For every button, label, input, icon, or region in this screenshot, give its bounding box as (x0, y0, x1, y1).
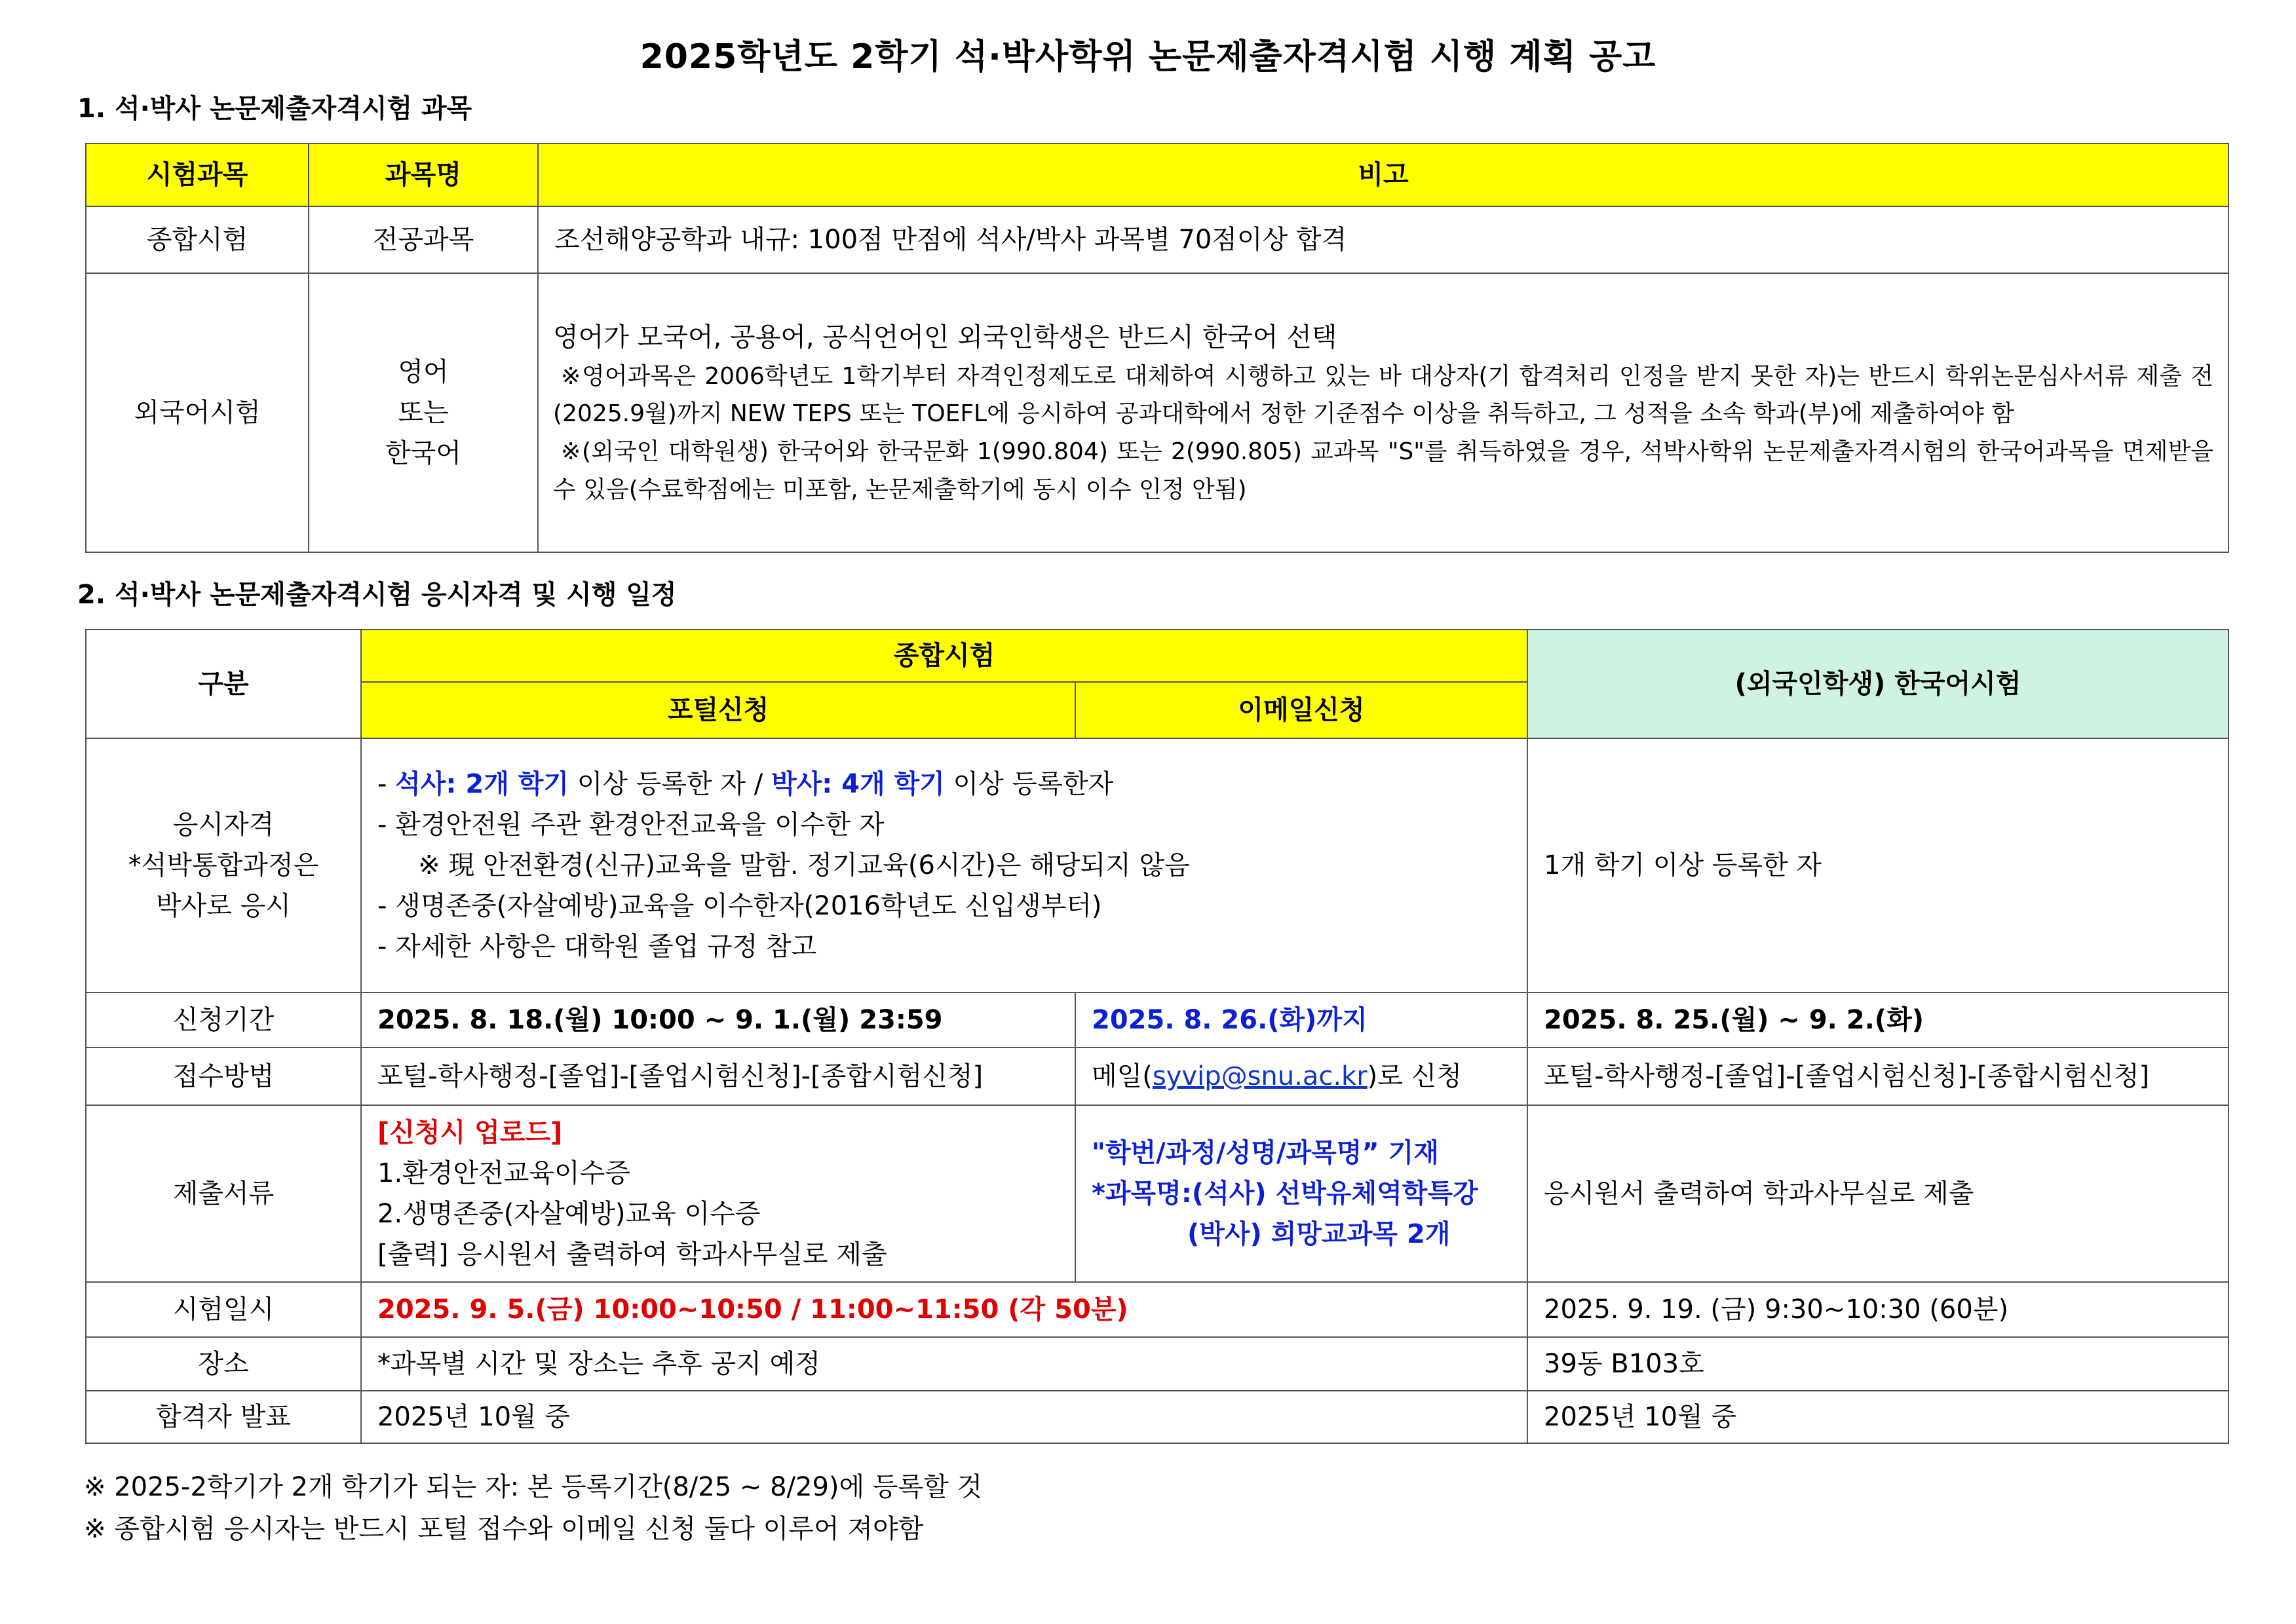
comprehensive-name: 전공과목 (309, 206, 538, 273)
section-1-heading: 1. 석·박사 논문제출자격시험 과목 (77, 94, 472, 124)
eligibility-line-1-prefix: - (377, 769, 396, 799)
documents-upload-heading: [신청시 업로드] (377, 1118, 563, 1148)
row-method (86, 1048, 2229, 1105)
exam-date-comprehensive: 2025. 9. 5.(금) 10:00~10:50 / 11:00~11:50 (각 50분) (361, 1282, 1527, 1337)
eligibility-korean: 1개 학기 이상 등록한 자 (1527, 738, 2229, 992)
eligibility-label-line: *석박통합과정은 (128, 850, 319, 880)
location-korean: 39동 B103호 (1527, 1337, 2229, 1391)
eligibility-label (86, 738, 361, 992)
header-portal: 포털신청 (361, 682, 1075, 738)
foreign-note-korean: ※(외국인 대학원생) 한국어와 한국문화 1(990.804) 또는 2(990.805) 교과목 "S"를 취득하였을 경우, 석박사학위 논문제출자격시험의 한국어과목을 면제받을 수 있음(수료학점에는 미포함, 논문제출학기에 동시 이수 인정 안됨) (553, 438, 2213, 503)
foreign-note (538, 273, 2229, 552)
eligibility-line-2: - 환경안전원 주관 환경안전교육을 이수한 자 (377, 810, 885, 840)
foreign-name (309, 273, 538, 552)
header-subject-name: 과목명 (309, 143, 538, 206)
documents-item-3: [출력] 응시원서 출력하여 학과사무실로 제출 (377, 1239, 887, 1270)
row-period (86, 992, 2229, 1048)
eligibility-comprehensive (361, 738, 1527, 992)
foreign-name-line: 한국어 (385, 438, 461, 468)
subjects-table (85, 143, 2229, 553)
header-email: 이메일신청 (1075, 682, 1527, 738)
period-portal: 2025. 8. 18.(월) 10:00 ~ 9. 1.(월) 23:59 (361, 992, 1075, 1048)
documents-item-1: 1.환경안전교육이수증 (377, 1158, 630, 1188)
foreign-name-line: 영어 (398, 357, 449, 387)
row-documents (86, 1105, 2229, 1282)
subjects-row-comprehensive (86, 206, 2229, 273)
documents-korean: 응시원서 출력하여 학과사무실로 제출 (1527, 1105, 2229, 1282)
section-2-heading: 2. 석·박사 논문제출자격시험 응시자격 및 시행 일정 (77, 580, 677, 610)
comprehensive-subject: 종합시험 (86, 206, 309, 273)
documents-email (1075, 1105, 1527, 1282)
documents-email-line-1: "학번/과정/성명/과목명” 기재 (1092, 1138, 1439, 1168)
row-location (86, 1337, 2229, 1391)
eligibility-line-1-suffix: 이상 등록한자 (944, 769, 1114, 799)
row-exam-date (86, 1282, 2229, 1337)
location-label: 장소 (86, 1337, 361, 1391)
eligibility-line-3: ※ 現 안전환경(신규)교육을 말함. 정기교육(6시간)은 해당되지 않음 (418, 850, 1190, 880)
period-label: 신청기간 (86, 992, 361, 1048)
header-comprehensive: 종합시험 (361, 630, 1527, 682)
documents-item-2: 2.생명존중(자살예방)교육 이수증 (377, 1199, 761, 1229)
schedule-table (85, 629, 2229, 1444)
subjects-header-row (86, 143, 2229, 206)
eligibility-phd: 박사: 4개 학기 (771, 769, 945, 799)
eligibility-line-1 (377, 764, 1511, 804)
row-eligibility (86, 738, 2229, 992)
announcement-korean: 2025년 10월 중 (1527, 1391, 2229, 1443)
method-email-prefix: 메일( (1092, 1061, 1153, 1091)
eligibility-label-line: 박사로 응시 (156, 891, 291, 921)
eligibility-line-5: - 자세한 사항은 대학원 졸업 규정 참고 (377, 932, 817, 962)
announcement-label: 합격자 발표 (86, 1391, 361, 1443)
row-announcement (86, 1391, 2229, 1443)
documents-portal (361, 1105, 1075, 1282)
period-korean: 2025. 8. 25.(월) ~ 9. 2.(화) (1527, 992, 2229, 1048)
location-comprehensive: *과목별 시간 및 장소는 추후 공지 예정 (361, 1337, 1527, 1391)
eligibility-label-line: 응시자격 (172, 810, 275, 840)
email-link[interactable]: syvip@snu.ac.kr (1152, 1061, 1368, 1091)
schedule-header-row-1 (86, 630, 2229, 682)
header-korean-exam: (외국인학생) 한국어시험 (1527, 630, 2229, 738)
method-portal: 포털-학사행정-[졸업]-[졸업시험신청]-[종합시험신청] (361, 1048, 1075, 1105)
footnote-registration: ※ 2025-2학기가 2개 학기가 되는 자: 본 등록기간(8/25 ~ 8/29)에 등록할 것 (84, 1472, 983, 1502)
method-korean: 포털-학사행정-[졸업]-[졸업시험신청]-[종합시험신청] (1527, 1048, 2229, 1105)
period-email: 2025. 8. 26.(화)까지 (1075, 992, 1527, 1048)
foreign-note-english: ※영어과목은 2006학년도 1학기부터 자격인정제도로 대체하여 시행하고 있는 바 대상자(기 합격처리 인정을 받지 못한 자)는 반드시 학위논문심사서류 제출 전(2025.9월)까지 NEW TEPS 또는 TOEFL에 응시하여 공과대학에서 정한 기준점수 이상을 취득하고, 그 성적을 소속 학과(부)에 제출하여야 함 (553, 362, 2213, 428)
method-email-suffix: )로 신청 (1367, 1061, 1462, 1091)
method-label: 접수방법 (86, 1048, 361, 1105)
method-email (1075, 1048, 1527, 1105)
eligibility-master: 석사: 2개 학기 (395, 769, 569, 799)
eligibility-line-1-mid: 이상 등록한 자 / (569, 769, 771, 799)
footnote-application: ※ 종합시험 응시자는 반드시 포털 접수와 이메일 신청 둘다 이루어 져야함 (84, 1514, 924, 1544)
header-exam-subject: 시험과목 (86, 143, 309, 206)
documents-label: 제출서류 (86, 1105, 361, 1282)
comprehensive-note: 조선해양공학과 내규: 100점 만점에 석사/박사 과목별 70점이상 합격 (538, 206, 2229, 273)
subjects-row-foreign (86, 273, 2229, 552)
page-title: 2025학년도 2학기 석·박사학위 논문제출자격시험 시행 계획 공고 (640, 37, 1656, 77)
header-remarks: 비고 (538, 143, 2229, 206)
eligibility-line-4: - 생명존중(자살예방)교육을 이수한자(2016학년도 신입생부터) (377, 891, 1102, 921)
header-category: 구분 (86, 630, 361, 738)
foreign-note-main: 영어가 모국어, 공용어, 공식언어인 외국인학생은 반드시 한국어 선택 (553, 322, 1337, 352)
documents-email-line-3: (박사) 희망교과목 2개 (1187, 1219, 1451, 1249)
foreign-subject: 외국어시험 (86, 273, 309, 552)
exam-date-label: 시험일시 (86, 1282, 361, 1337)
announcement-comprehensive: 2025년 10월 중 (361, 1391, 1527, 1443)
exam-date-korean: 2025. 9. 19. (금) 9:30~10:30 (60분) (1527, 1282, 2229, 1337)
documents-email-line-2: *과목명:(석사) 선박유체역학특강 (1092, 1179, 1478, 1209)
foreign-name-line: 또는 (398, 398, 449, 428)
